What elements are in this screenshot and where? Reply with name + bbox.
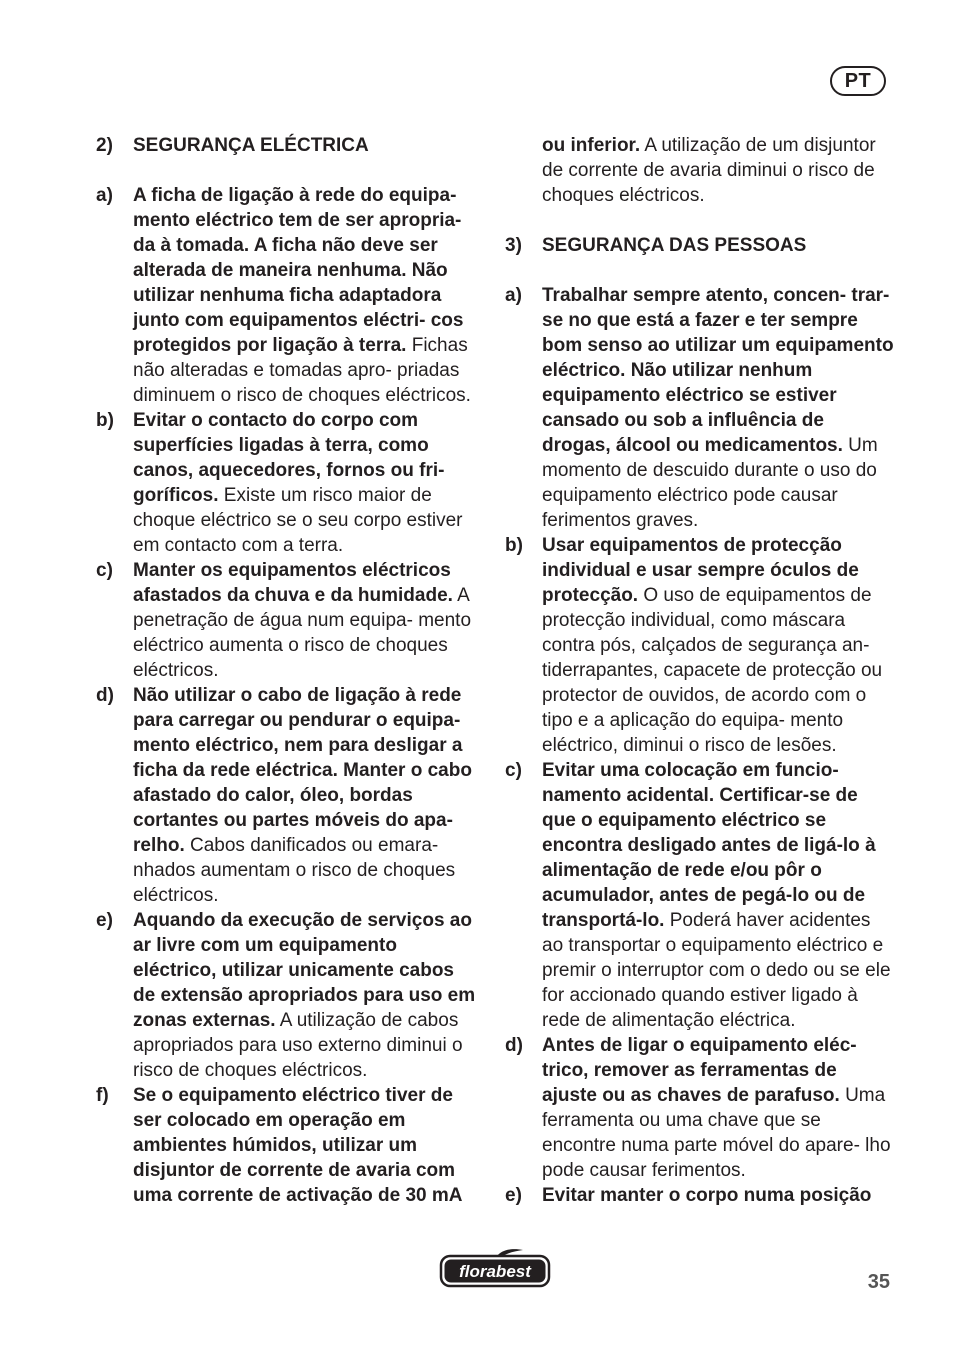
item-body-text: Poderá haver acidentes ao transportar o equipamento eléctrico e premir o interruptor com o dedo ou se ele for accionado quando estiver ligado à rede de alimentação eléctrica. [542, 910, 891, 1031]
item-body-text: Existe um risco maior de choque eléctrico se o seu corpo estiver em contacto com a terra. [133, 485, 463, 556]
item-body-text: Uma ferramenta ou uma chave que se encontre numa parte móvel do apare- lho pode causar ferimentos. [542, 1085, 891, 1181]
page-number: 35 [867, 1271, 890, 1293]
section-title: SEGURANÇA ELÉCTRICA [133, 135, 369, 156]
item-bold-text: Trabalhar sempre atento, concen- trar-se no que está a fazer e ter sempre bom senso ao utilizar um equipamento eléctrico. Não utilizar nenhum equipamento eléctrico se estiver cansado ou sob a influência de drogas, álcool ou medicamentos. [542, 285, 894, 456]
item-bold-text: Aquando da execução de serviços ao ar livre com um equipamento eléctrico, utilizar unicamente cabos de extensão apropriados para uso em zonas externas. [133, 910, 476, 1031]
list-item [505, 533, 895, 758]
list-item [505, 1033, 895, 1183]
list-item [505, 283, 895, 533]
list-item [96, 558, 481, 683]
item-marker: f) [96, 1085, 109, 1106]
item-body-text: A utilização de cabos apropriados para uso externo diminui o risco de choques eléctricos. [133, 1010, 463, 1081]
list-item [505, 758, 895, 1033]
item-bold-text: A ficha de ligação à rede do equipa- mento eléctrico tem de ser apropria- da à tomada. A ficha não deve ser alterada de maneira nenhuma. Não utilizar nenhuma ficha adaptadora junto com equipamentos eléctri- cos protegidos por ligação à terra. [133, 185, 464, 356]
item-marker: b) [505, 535, 523, 556]
list-item [96, 683, 481, 908]
item-marker: e) [96, 910, 113, 931]
item-marker: e) [505, 1185, 522, 1206]
section-number: 2) [96, 135, 113, 156]
item-marker: d) [96, 685, 114, 706]
list-item [96, 1083, 481, 1208]
item-marker: c) [96, 560, 113, 581]
section-number: 3) [505, 235, 522, 256]
item-bold-text: Evitar o contacto do corpo com superfícies ligadas à terra, como canos, aquecedores, fornos ou fri- goríficos. [133, 410, 445, 506]
language-badge: PT [830, 66, 886, 96]
item-body-text: A utilização de um disjuntor de corrente de avaria diminui o risco de choques eléctricos. [542, 135, 876, 206]
list-item [505, 1183, 895, 1208]
section-title: SEGURANÇA DAS PESSOAS [542, 235, 807, 256]
section-heading-electrical-safety [96, 133, 481, 158]
right-column [505, 133, 895, 1208]
item-bold-text: Evitar manter o corpo numa posição [542, 1185, 872, 1206]
item-marker: d) [505, 1035, 523, 1056]
item-marker: a) [96, 185, 113, 206]
item-bold-text: Manter os equipamentos eléctricos afastados da chuva e da humidade. [133, 560, 453, 606]
item-body-text: Um momento de descuido durante o uso do equipamento eléctrico pode causar ferimentos graves. [542, 435, 878, 531]
item-body-text: Cabos danificados ou emara- nhados aumentam o risco de choques eléctricos. [133, 835, 456, 906]
item-bold-text: ou inferior. [542, 135, 641, 156]
list-item [96, 408, 481, 558]
section-heading-personal-safety [505, 233, 895, 258]
item-bold-text: Não utilizar o cabo de ligação à rede para carregar ou pendurar o equipa- mento eléctrico, nem para desligar a ficha da rede eléctrica. Manter o cabo afastado do calor, óleo, bordas cortantes ou partes móveis do apa- relho. [133, 685, 472, 856]
continuation-paragraph [505, 133, 895, 208]
item-marker: a) [505, 285, 522, 306]
item-body-text: A penetração de água num equipa- mento eléctrico aumenta o risco de choques eléctricos. [133, 585, 472, 681]
list-item [96, 183, 481, 408]
item-body-text: Fichas não alteradas e tomadas apro- priadas diminuem o risco de choques eléctricos. [133, 335, 471, 406]
logo-wordmark: florabest [459, 1262, 531, 1281]
left-column [96, 133, 481, 1208]
item-body-text: O uso de equipamentos de protecção individual, como máscara contra pós, calçados de segurança an- tiderrapantes, capacete de protecção ou protector de ouvidos, de acordo com o tipo e a aplicação do equipa- mento eléctrico, diminui o risco de lesões. [542, 585, 883, 756]
item-marker: b) [96, 410, 114, 431]
item-bold-text: Usar equipamentos de protecção individual e usar sempre óculos de protecção. [542, 535, 859, 606]
florabest-logo [439, 1247, 551, 1289]
item-bold-text: Antes de ligar o equipamento eléc- trico, remover as ferramentas de ajuste ou as chaves de parafuso. [542, 1035, 857, 1106]
list-item [96, 908, 481, 1083]
item-bold-text: Evitar uma colocação em funcio- namento acidental. Certificar-se de que o equipamento eléctrico se encontra desligado antes de ligá-lo à alimentação de rede e/ou pôr o acumulador, antes de pegá-lo ou de transportá-lo. [542, 760, 876, 931]
item-marker: c) [505, 760, 522, 781]
item-bold-text: Se o equipamento eléctrico tiver de ser colocado em operação em ambientes húmidos, utilizar um disjuntor de corrente de avaria com uma corrente de activação de 30 mA [133, 1085, 463, 1206]
